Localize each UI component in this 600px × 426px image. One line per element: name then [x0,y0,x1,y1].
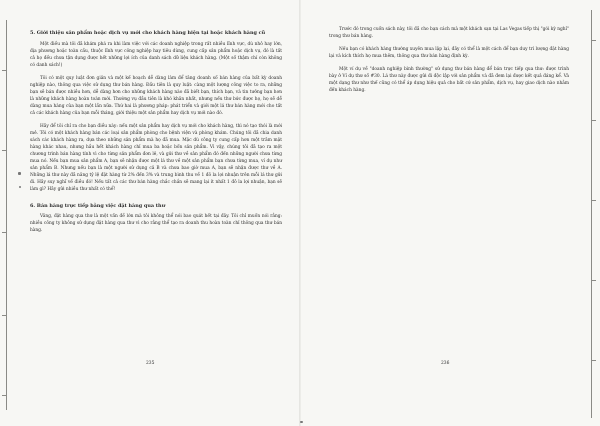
left-edge-tick [2,315,6,316]
right-edge-tick [592,40,596,41]
right-paragraph-2: Nếu bạn có khách hàng thường xuyên mua lặp lại, đây có thể là một cách để bạn duy trì lượng đặt hàng lại và kích thích họ mua thêm, thông qua thư bán hàng định kỳ. [329,47,569,59]
left-edge-tick [2,150,6,151]
right-edge-tick [592,360,596,361]
right-paragraph-3: Một ví dụ về "doanh nghiệp bình thường" sử dụng thư bán hàng để bán trực tiếp qua thư: được trình bày ở Ví dụ thư số #30. Lá thư này được gửi đi độc lập với sản phẩm và đã đem lại được kết quả đáng kể. Và một dạng thư như thế cũng có thể áp dụng hiệu quả cho bất cứ sản phẩm, dịch vụ, hay giao dịch nào nhằm đến khách hàng. [329,67,569,93]
section-6-heading: 6. Bán hàng trực tiếp bằng việc đặt hàng qua thư [30,202,166,209]
scan-speck [18,172,21,175]
left-paragraph-3: Hãy để tôi chỉ ra cho bạn điều này: nếu một sản phẩm hay dịch vụ mới cho khách hàng, thì nó tạo thói là mới mẻ. Tôi có một khách hàng bán các loại sản phẩm phòng cho bệnh viện và phòng khám. Chúng tôi đã chia danh sách các khách hàng ra, dựa theo những sản phẩm mà họ đã mua. Mặc dù công ty cung cấp hơn một trăm mặt hàng khác nhau, nhưng hầu hết khách hàng chỉ mua ba hoặc bốn sản phẩm. Vì vậy, chúng tôi đã tạo ra một chương trình bán hàng tính vì cho từng sản phẩm đơn lẻ, và gửi thư về sản phẩm đó đến những người chưa từng mua nó. Nếu bạn mua sản phẩm A, bạn sẽ nhận được một lá thư về một sản phẩm bạn chưa từng mua, ví dụ như sản phẩm B. Nhưng nếu bạn là một người sử dụng cả B và chưa bao giờ mua A, bạn sẽ nhận được thư về A. Những lá thư này đã nâng tỷ lệ đặt hàng từ 2% đến 3% và trung bình thu về 1 đô la lợi nhuận trên mỗi lá thư gửi đi. Hãy suy nghĩ về điều đó! Nếu tất cả các thư bán hàng chắc chắn sẽ mang lại ít nhất 1 đô la lợi nhuận, bạn sẽ làm gì? Hãy gửi nhiều thư nhất có thể! [30,123,282,192]
left-paragraph-2: Tôi có một quy luật đơn giản và một kế hoạch dễ dàng làm để tăng doanh số bán hàng của bất kỳ doanh nghiệp nào, thông qua việc sử dụng thư bán hàng. Đầu tiên là quy luật: càng một lượng công việc to ra, những bạn sẽ bán được nhiều hơn, dễ dàng hơn cho những khách hàng nào đã biết bạn, thích bạn, và tin tưởng bạn hơn là những khách hàng hoàn toàn mới. Thường vụ đầu tiên là khó khăn nhất, nhưng nếu thư bức được họ, họ sẽ dễ dàng mua hàng của bạn một lần nữa. Thứ hai là phương pháp: phát triển và giới một lá thư bán hàng mới cho tất cả các khách hàng của bạn mỗi tháng, giới thiệu một sản phẩm hay dịch vụ mới nào đó. [30,75,282,116]
right-page [301,0,600,426]
scan-speck [300,421,303,423]
right-edge-tick [592,280,596,281]
right-paragraph-1: Trước đó trong cuốn sách này, tôi đã cho bạn cách mà một khách sạn tại Las Vegas tiếp thị "gói kỳ nghỉ" trong thư bán hàng. [329,27,569,39]
left-edge-line [6,20,7,410]
right-edge-tick [592,200,596,201]
right-edge-tick [592,120,596,121]
page-number-right: 236 [441,361,450,366]
scan-speck [19,186,21,188]
left-edge-tick [2,70,6,71]
right-edge-line [591,10,592,418]
section-5-heading: 5. Giới thiệu sản phẩm hoặc dịch vụ mới cho khách hàng hiện tại hoặc khách hàng cũ [30,30,266,36]
section-6-paragraph: Vâng, đặt hàng qua thư là một vấn đề lớn mà tôi không thể nói bao quát hết tại đây. Tôi chỉ muốn nói rằng: nhiều công ty không sử dụng đặt hàng qua thư vì cho rằng thể tạo ra doanh thu hoàn toàn chỉ thông qua thư bán hàng. [30,214,282,234]
page-number-left: 235 [146,361,155,366]
left-edge-tick [2,232,6,233]
left-edge-tick [2,395,6,396]
left-paragraph-1: Một điều mà tôi đã khám phá ra khi làm việc với các doanh nghiệp trong rất nhiều lĩnh vực, dù nhỏ hay lớn, địa phương hoặc toàn cầu, thuộc lĩnh vực công nghiệp hay tiêu dùng, cung cấp sản phẩm hoặc dịch vụ, đó là tất cả họ đều chưa tận dụng được hết những lợi ích của danh sách dữ liệu khách hàng. (Một số thậm chí còn không có danh sách!) [30,41,282,68]
